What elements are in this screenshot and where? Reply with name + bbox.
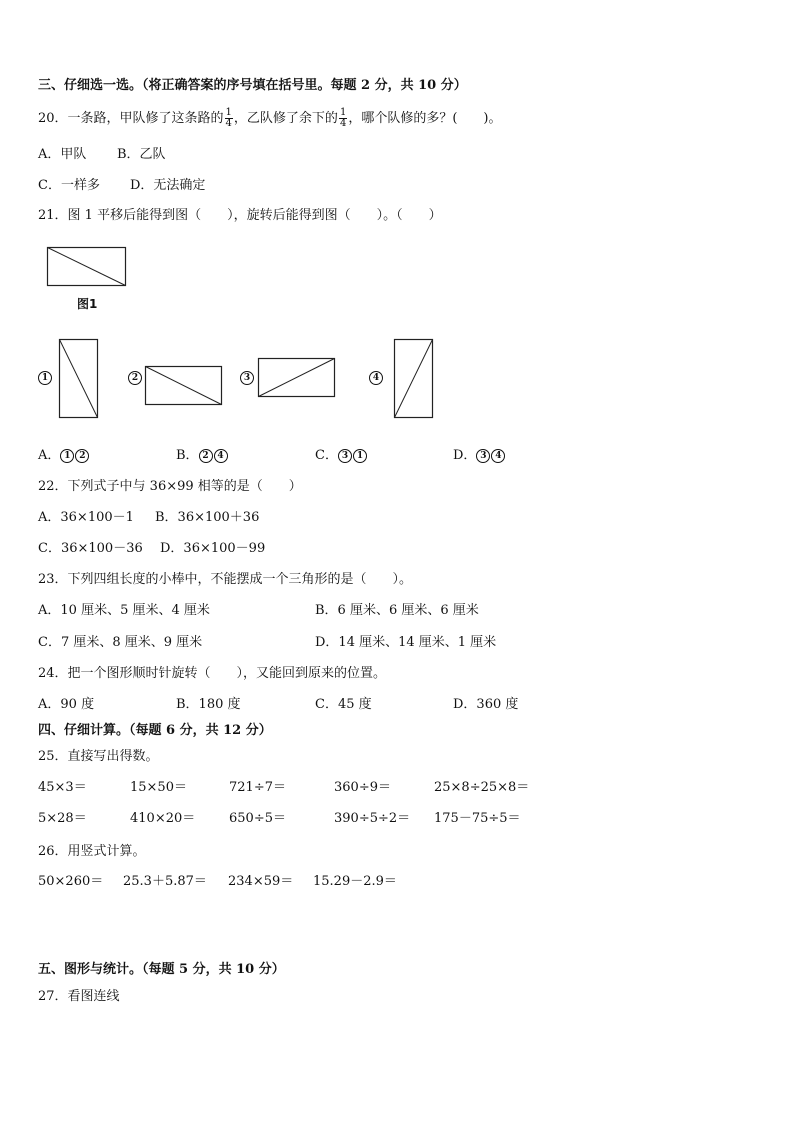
q20-option-a: A．甲队 [38,147,87,162]
fraction-one-quarter-2: $\frac{1}{4}$ [339,107,347,129]
q23-option-b: B．6 厘米、6 厘米、6 厘米 [315,603,479,618]
q21-option-d: D． 3 4 [453,447,506,465]
q20-part2: ，乙队修了余下的 [233,111,338,126]
q24-option-d: D．360 度 [453,697,519,712]
marker-2: 2 [128,370,143,385]
q20-part1: 20．一条路，甲队修了这条路的 [38,111,224,126]
section-3-heading: 三、仔细选一选。（将正确答案的序号填在括号里。每题 2 分，共 10 分） [38,78,467,93]
section-4-heading: 四、仔细计算。（每题 6 分，共 12 分） [38,723,272,738]
fraction-one-quarter: $\frac{1}{4}$ [225,107,232,129]
q25-r1-c4: 360÷9＝ [334,780,391,795]
q21-option-c: C． 3 1 [315,447,368,465]
question-25: 25．直接写出得数。 [38,749,159,764]
section-5-heading: 五、图形与统计。（每题 5 分，共 10 分） [38,962,285,977]
marker-1: 1 [38,370,53,385]
question-27: 27．看图连线 [38,989,120,1004]
q24-option-a: A．90 度 [38,697,95,712]
question-22: 22．下列式子中与 36×99 相等的是（ ） [38,479,302,494]
figure-1-rectangle [47,247,127,287]
q21-option-a: A． 1 2 [38,447,90,465]
question-23: 23．下列四组长度的小棒中，不能摆成一个三角形的是（ ）。 [38,572,413,587]
q25-r1-c2: 15×50＝ [130,780,187,795]
q22-option-b: B．36×100＋36 [155,510,260,525]
q26-item-2: 25.3＋5.87＝ [123,874,207,889]
question-21: 21．图 1 平移后能得到图（ ），旋转后能得到图（ ）。（ ） [38,208,442,223]
q21-option-b: B． 2 4 [176,447,229,465]
q26-item-1: 50×260＝ [38,874,104,889]
q26-item-4: 15.29－2.9＝ [313,874,397,889]
figure-1-label: 图1 [77,297,98,311]
q20-part3: ，哪个队修的多？( )。 [348,111,502,126]
q25-r2-c3: 650÷5＝ [229,811,286,826]
q23-option-c: C．7 厘米、8 厘米、9 厘米 [38,635,203,650]
q25-r1-c3: 721÷7＝ [229,780,286,795]
q20-option-d: D．无法确定 [130,178,206,193]
q25-r1-c5: 25×8÷25×8＝ [434,780,530,795]
q25-r2-c5: 175－75÷5＝ [434,811,521,826]
q22-option-c: C．36×100－36 [38,541,143,556]
figure-option-4 [394,339,434,419]
q24-option-b: B．180 度 [176,697,241,712]
question-26: 26．用竖式计算。 [38,844,146,859]
q22-option-a: A．36×100－1 [38,510,134,525]
q25-r2-c4: 390÷5÷2＝ [334,811,411,826]
q22-option-d: D．36×100－99 [160,541,266,556]
q20-option-b: B．乙队 [117,147,166,162]
figure-option-3 [258,358,336,398]
question-24: 24．把一个图形顺时针旋转（ ），又能回到原来的位置。 [38,666,387,681]
q20-option-c: C．一样多 [38,178,100,193]
q25-r2-c1: 5×28＝ [38,811,87,826]
q23-option-d: D．14 厘米、14 厘米、1 厘米 [315,635,497,650]
q24-option-c: C．45 度 [315,697,372,712]
q25-r2-c2: 410×20＝ [130,811,196,826]
question-20 [38,108,501,129]
marker-4: 4 [369,370,384,385]
q26-item-3: 234×59＝ [228,874,294,889]
figure-option-2 [145,366,223,406]
figure-option-1 [59,339,99,419]
marker-3: 3 [240,370,255,385]
q25-r1-c1: 45×3＝ [38,780,87,795]
q23-option-a: A．10 厘米、5 厘米、4 厘米 [38,603,210,618]
